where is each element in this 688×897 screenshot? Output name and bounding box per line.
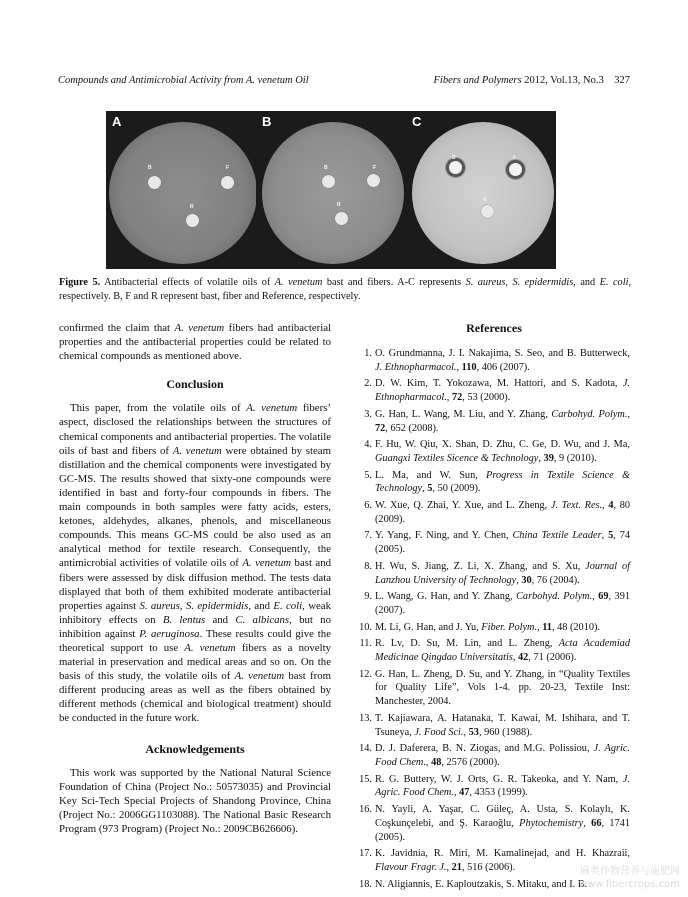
reference-number: 12.: [359, 668, 372, 680]
volume-number: 42: [518, 652, 529, 664]
disc-bast-a: [148, 176, 161, 189]
italic-term: J. Agric. Food Chem.: [375, 743, 630, 768]
text-run: W. Xue, Q. Zhai, Y. Xue, and L. Zheng,: [375, 500, 551, 512]
text-run: H. Wu, S. Jiang, Z. Li, X. Zhang, and S. Xu,: [375, 560, 586, 572]
text-run: N. Aligiannis, E. Kaploutzakis, S. Mitaku, and I. B.: [375, 878, 588, 890]
volume-number: 11: [542, 621, 552, 633]
disc-fiber-c: [509, 163, 522, 176]
volume-number: 47: [459, 787, 470, 799]
reference-number: 18.: [359, 878, 372, 890]
text-run: Y. Yang, F. Ning, and Y. Chen,: [375, 530, 513, 542]
italic-term: J. Food Sci.: [414, 726, 464, 738]
text-run: ,: [602, 500, 609, 512]
reference-item: [358, 529, 630, 556]
text-run: ,: [446, 861, 452, 873]
left-column: [59, 321, 331, 836]
reference-number: 16.: [359, 804, 372, 816]
text-run: N. Yayli, A. Yaşar, C. Güleç, A. Usta, S. Kolaylı, K. Coşkunçelebi, and Ş. Karaoğlu,: [375, 804, 630, 829]
text-run: D. J. Daferera, B. N. Ziogas, and M.G. Polissiou,: [375, 743, 594, 755]
reference-number: 14.: [359, 743, 372, 755]
figure-caption: [59, 276, 631, 303]
volume-number: 72: [375, 422, 386, 434]
intro-paragraph: [59, 321, 331, 363]
volume-number: 69: [598, 591, 609, 603]
running-header-title: Compounds and Antimicrobial Activity from A. venetum Oil: [58, 75, 309, 86]
disc-fiber-b: [367, 174, 380, 187]
disc-label-r-a: R: [190, 204, 194, 210]
text-run: ,: [583, 817, 592, 829]
acknowledgements-paragraph: This work was supported by the National Natural Science Foundation of China (Project No.: 50573035) and Provincial Key Sci-Tech Special Projects of Shandong Province, China (Project No.: 2006GG1103088). The National Basic Research Program (973 Program) (Project No.: 2009CB626606).: [59, 766, 331, 835]
text-run: G. Han, L. Zheng, D. Su, and Y. Zhang, in “Quality Textiles for Quality Life”, Vols 1-4. pp. 20-23, Textile Inst: Manchester, 2004.: [375, 668, 630, 708]
text-run: ,: [422, 483, 428, 495]
disc-reference-b: [335, 212, 348, 225]
volume-number: 48: [431, 756, 442, 768]
reference-item: [358, 637, 630, 664]
disc-reference-a: [186, 214, 199, 227]
reference-number: 3.: [364, 408, 372, 420]
figure-panel-a: [106, 111, 256, 269]
acknowledgements-heading: Acknowledgements: [145, 741, 245, 756]
disc-fiber-a: [221, 176, 234, 189]
italic-term: S. aureus: [139, 599, 180, 612]
caption-species: S. aureus: [465, 277, 506, 288]
reference-item: [358, 668, 630, 709]
conclusion-heading: Conclusion: [166, 377, 224, 392]
text-run: D. W. Kim, T. Yokozawa, M. Hattori, and S. Kadota,: [375, 378, 623, 390]
italic-term: Flavour Fragr. J.: [375, 861, 447, 873]
text-run: , 71 (2006).: [528, 652, 577, 664]
reference-item: [358, 803, 630, 844]
caption-text: ,: [505, 277, 513, 288]
text-run: G. Han, L. Wang, M. Liu, and Y. Zhang,: [375, 408, 552, 420]
volume-number: 5: [427, 483, 433, 495]
text-run: , 391 (2007).: [375, 591, 630, 616]
text-run: , 76 (2004).: [531, 574, 580, 586]
panel-letter-a: A: [112, 114, 122, 129]
italic-term: Journal of Lanzhou University of Technology: [375, 560, 630, 586]
text-run: , 50 (2009).: [432, 483, 481, 495]
italic-term: Fiber. Polym.: [481, 621, 538, 633]
italic-term: P. aeruginosa: [139, 627, 200, 640]
volume-number: 21: [451, 861, 462, 873]
reference-item: [358, 377, 630, 404]
italic-term: J. Ethnopharmacol.: [375, 361, 457, 373]
disc-label-r-b: R: [337, 202, 341, 208]
petri-dish-a: [109, 122, 256, 264]
reference-item: [358, 773, 630, 800]
italic-term: J. Ethnopharmacol.: [375, 378, 630, 404]
text-run: K. Javidnia, R. Miri, M. Kamalinejad, and H. Khazraii,: [375, 848, 630, 860]
text-run: L. Wang, G. Han, and Y. Zhang,: [375, 591, 517, 603]
reference-number: 13.: [359, 712, 372, 724]
text-run: and: [205, 613, 236, 626]
text-run: O. Grundmanna, J. I. Nakajima, S. Seo, and B. Butterweck,: [375, 348, 630, 359]
reference-number: 6.: [364, 500, 372, 512]
italic-term: A. venetum: [174, 322, 225, 334]
reference-item: [358, 408, 630, 435]
disc-label-r-c: R: [483, 197, 487, 203]
reference-item: [358, 469, 630, 496]
reference-item: [358, 621, 630, 635]
text-run: This paper, from the volatile oils of: [70, 402, 247, 415]
journal-volume: 2012, Vol.13, No.3: [524, 75, 604, 86]
page-number: 327: [614, 75, 630, 86]
references-heading: References: [466, 321, 522, 335]
text-run: , 48 (2010).: [551, 621, 600, 633]
reference-item: [358, 712, 630, 739]
volume-number: 39: [543, 452, 554, 464]
italic-term: A. venetum: [184, 641, 236, 654]
italic-term: Guangxi Textiles Sicence & Technology: [375, 452, 539, 464]
text-run: ,: [627, 408, 630, 420]
italic-term: China Textile Leader: [512, 530, 602, 542]
italic-term: C. albicans: [235, 613, 290, 626]
reference-item: [358, 499, 630, 526]
italic-term: Carbohyd. Polym.: [551, 408, 628, 420]
caption-text: , and: [573, 277, 600, 288]
reference-item: [358, 742, 630, 769]
watermark-line-2: www.fibercrops.com: [578, 879, 680, 890]
text-run: L. Ma, and W. Sun,: [375, 469, 487, 481]
caption-text: bast and fibers. A-C represents: [322, 277, 466, 288]
text-run: . These results could give the theoretical support to use: [59, 627, 331, 654]
italic-term: J. Text. Res.: [550, 500, 603, 512]
right-column: [358, 321, 630, 894]
text-run: ,: [179, 599, 186, 612]
running-header-journal: [434, 75, 631, 86]
reference-item: [358, 590, 630, 617]
panel-letter-b: B: [262, 114, 272, 129]
italic-term: A. venetum: [172, 444, 222, 457]
text-run: bast from different producing areas as well as the fibers obtained by different methods (chemical and biological treatment) should be conducted in the future work.: [59, 670, 332, 725]
volume-number: 72: [451, 392, 463, 404]
conclusion-paragraph: [59, 401, 331, 725]
text-run: ,: [456, 361, 462, 373]
text-run: R. G. Buttery, W. J. Orts, G. R. Takeoka, and Y. Nam,: [375, 773, 623, 785]
disc-label-b-b: B: [324, 165, 328, 171]
journal-name: Fibers and Polymers: [433, 75, 522, 86]
text-run: ,: [453, 787, 460, 799]
disc-label-f-a: F: [226, 165, 230, 171]
reference-item: [358, 438, 630, 465]
text-run: F. Hu, W. Qiu, X. Shan, D. Zhu, C. Ge, D. Wu, and J. Ma,: [375, 439, 630, 451]
reference-number: 4.: [364, 439, 372, 451]
italic-term: Carbohyd. Polym.: [516, 591, 593, 603]
caption-species: E. coli: [599, 277, 629, 288]
text-run: , 4353 (1999).: [469, 787, 528, 799]
disc-reference-c: [481, 205, 494, 218]
reference-number: 5.: [364, 469, 372, 481]
disc-label-f-b: F: [373, 165, 377, 171]
text-run: , 9 (2010).: [553, 452, 597, 464]
italic-term: A. venetum: [242, 557, 292, 570]
watermark-line-1: 麻类作物营养与施肥网: [580, 866, 680, 877]
figure-panel-b: [256, 111, 406, 269]
italic-term: Acta Academiad Medicinae Qingdao Universitatis: [375, 638, 630, 664]
disc-label-b-a: B: [148, 165, 152, 171]
caption-species: A. venetum: [274, 277, 323, 288]
text-run: were obtained by steam distillation and the chemical components were investigated by GC-MS. The results showed that sixty-one compounds were identified in bast and forty-four compounds in fibers. The main compounds in both samples were fatty acids, esters, ketones, aldehydes, alkanes, phenols, and miscellaneous compounds. This means GC-MS could be also used as an analytical method for textile research. Consequently, the antimicrobial activities of volatile oils of: [59, 444, 331, 570]
italic-term: Progress in Textile Science & Technology: [375, 469, 630, 495]
petri-dish-c: [412, 122, 554, 264]
figure-label: Figure 5.: [59, 277, 101, 288]
text-run: confirmed the claim that: [59, 322, 175, 334]
text-run: , 406 (2007).: [476, 361, 530, 373]
watermark: [579, 865, 680, 891]
text-run: , 652 (2008).: [385, 422, 439, 434]
text-run: ,: [537, 621, 543, 633]
volume-number: 110: [461, 361, 477, 373]
text-run: ,: [601, 530, 609, 542]
reference-list: [358, 347, 630, 891]
italic-term: A. venetum: [246, 402, 298, 415]
text-run: , 74 (2005).: [375, 530, 631, 556]
volume-number: 4: [608, 500, 614, 512]
text-run: fibers’ aspect, disclosed the relationships between the structures of chemical components and antibacterial properties. The volatile oils of bast and fibers of: [59, 402, 331, 457]
reference-number: 1.: [364, 348, 372, 359]
reference-item: [358, 347, 630, 374]
italic-term: J. Agric. Food Chem.: [375, 773, 630, 799]
text-run: T. Kajiawara, A. Hatanaka, T. Kawai, M. Ishihara, and T. Tsuneya,: [375, 712, 630, 738]
text-run: R. Lv, D. Su, M. Lin, and L. Zheng,: [375, 638, 559, 650]
volume-number: 5: [608, 530, 614, 542]
text-run: fibers as a novelty material in preservation and medical areas and so on. On the basis of this study, the volatile oils of: [59, 641, 331, 683]
text-run: ,: [592, 591, 599, 603]
text-run: , and: [248, 599, 274, 612]
reference-number: 9.: [364, 591, 372, 603]
panel-letter-c: C: [412, 114, 422, 129]
text-run: ,: [446, 392, 452, 404]
text-run: , 960 (1988).: [478, 726, 533, 738]
reference-item: [358, 560, 630, 587]
disc-bast-b: [322, 175, 335, 188]
volume-number: 53: [468, 726, 479, 738]
text-run: weak inhibitory effects on: [59, 599, 331, 626]
disc-label-f-c: F: [513, 155, 517, 161]
text-run: , 1741 (2005).: [375, 817, 631, 843]
italic-term: E. coli,: [273, 599, 305, 612]
disc-bast-c: [449, 161, 462, 174]
text-run: fibers had antibacterial properties and the antibacterial properties could be related to chemical compounds as mentioned above.: [59, 322, 331, 363]
text-run: ,: [512, 652, 518, 664]
italic-term: A. venetum: [234, 670, 285, 683]
text-run: M. Li, G. Han, and J. Yu,: [375, 621, 482, 633]
text-run: ,: [463, 726, 469, 738]
caption-text: , respectively. B, F and R represent bast, fiber and Reference, respectively.: [59, 277, 632, 302]
caption-species: S. epidermidis: [512, 277, 574, 288]
reference-number: 17.: [359, 848, 372, 860]
text-run: ,: [516, 574, 522, 586]
text-run: , 2576 (2000).: [441, 756, 500, 768]
italic-term: Phytochemistry: [519, 817, 584, 829]
reference-number: 15.: [359, 773, 372, 785]
figure-panel-c: [406, 111, 556, 269]
reference-number: 10.: [359, 621, 372, 633]
volume-number: 30: [521, 574, 532, 586]
reference-number: 11.: [359, 638, 372, 650]
italic-term: B. lentus: [162, 613, 206, 626]
italic-term: S. epidermidis: [185, 599, 249, 612]
volume-number: 66: [591, 817, 602, 829]
reference-number: 7.: [364, 530, 372, 542]
text-run: ,: [538, 452, 544, 464]
disc-label-b-c: B: [452, 155, 456, 161]
text-run: bast and fibers were assessed by disk diffusion method. The tests data displayed that both of them exhibited moderate antibacterial properties against: [59, 557, 331, 612]
text-run: , 516 (2006).: [461, 861, 516, 873]
figure-5-image: [106, 111, 556, 269]
text-run: ,: [425, 756, 432, 768]
text-run: , 80 (2009).: [375, 500, 630, 525]
petri-dish-b: [262, 122, 404, 264]
text-run: , 53 (2000).: [462, 392, 511, 404]
reference-number: 2.: [364, 378, 372, 390]
text-run: , but no inhibition against: [59, 613, 331, 640]
caption-text: Antibacterial effects of volatile oils of: [100, 277, 275, 288]
reference-number: 8.: [364, 560, 372, 572]
